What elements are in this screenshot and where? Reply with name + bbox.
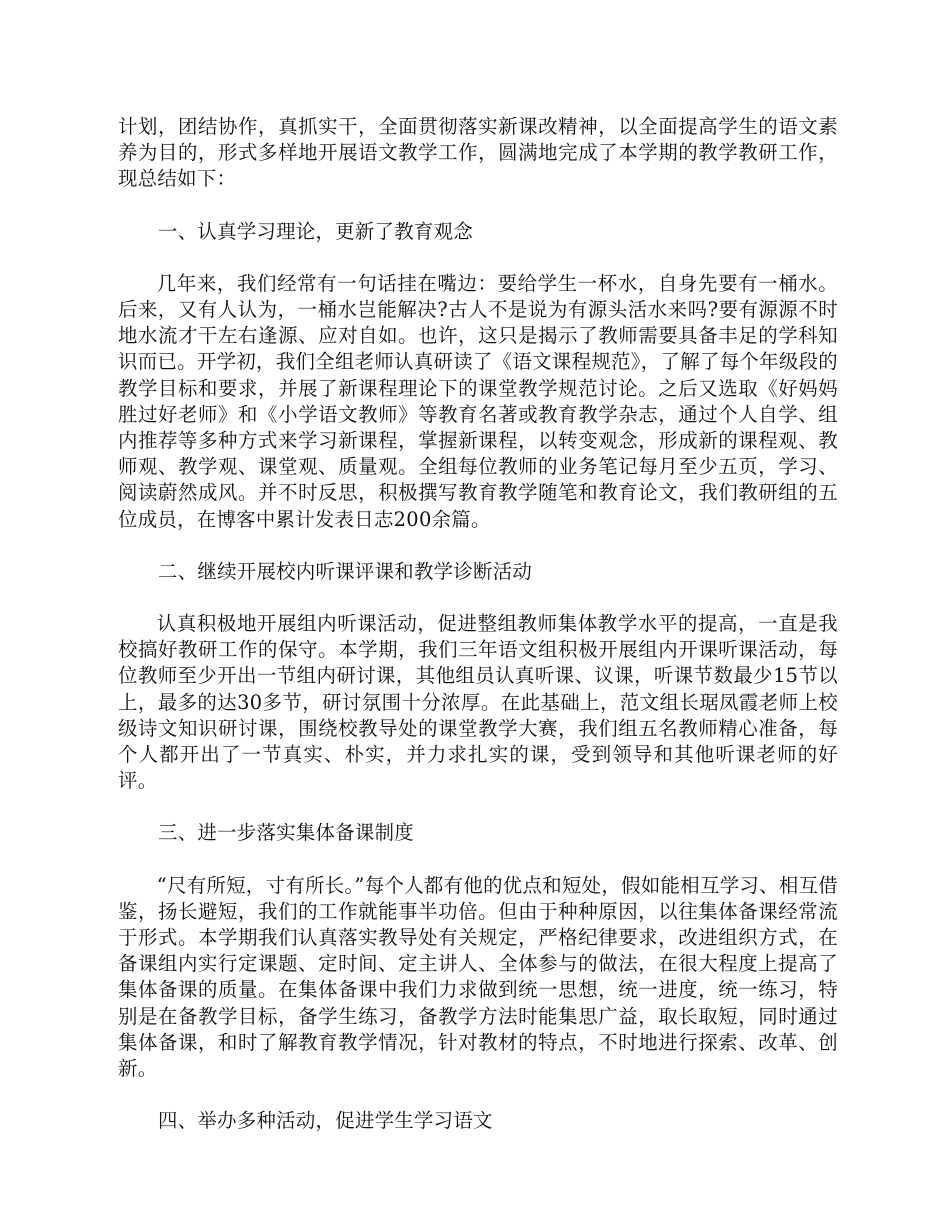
paragraph-gap xyxy=(118,533,838,559)
section-heading-4: 四、举办多种活动，促进学生学习语文 xyxy=(158,1109,493,1133)
document-body xyxy=(118,114,838,1135)
section-body-3: “尺有所短，寸有所长。”每个人都有他的优点和短处，假如能相互学习、相互借鉴，扬长避短，我们的工作就能事半功倍。但由于种种原因，以往集体备课经常流于形式。本学期我们认真落实教导处有关规定，严格纪律要求，改进组织方式，在备课组内实行定课题、定时间、定主讲人、全体参与的做法，在很大程度上提高了集体备课的质量。在集体备课中我们力求做到统一思想，统一进度，统一练习，特别是在备教学目标，备学生练习，备教学方法时能集思广益，取长取短，同时通过集体备课，和时了解教育教学情况，针对教材的特点，不时地进行探索、改革、创新。 xyxy=(118,873,838,1081)
section-body-1: 几年来，我们经常有一句话挂在嘴边：要给学生一杯水，自身先要有一桶水。后来，又有人认为，一桶水岂能解决?古人不是说为有源头活水来吗?要有源源不时地水流才干左右逢源、应对自如。也许，这只是揭示了教师需要具备丰足的学科知识而已。开学初，我们全组老师认真研读了《语文课程规范》，了解了每个年级段的教学目标和要求，并展了新课程理论下的课堂教学规范讨论。之后又选取《好妈妈胜过好老师》和《小学语文教师》等教育名著或教育教学杂志，通过个人自学、组内推荐等多种方式来学习新课程，掌握新课程，以转变观念，形成新的课程观、教师观、教学观、课堂观、质量观。全组每位教师的业务笔记每月至少五页，学习、阅读蔚然成风。并不时反思，积极撰写教育教学随笔和教育论文，我们教研组的五位成员，在博客中累计发表日志200余篇。 xyxy=(118,271,838,531)
paragraph-gap xyxy=(118,847,838,873)
section-body-2: 认真积极地开展组内听课活动，促进整组教师集体教学水平的提高，一直是我校搞好教研工作的保守。本学期，我们三年语文组积极开展组内开课听课活动，每位教师至少开出一节组内研讨课，其他组员认真听课、议课，听课节数最少15节以上，最多的达30多节，研讨氛围十分浓厚。在此基础上，范文组长琚凤霞老师上校级诗文知识研讨课，围绕校教导处的课堂教学大赛，我们组五名教师精心准备，每个人都开出了一节真实、朴实，并力求扎实的课，受到领导和其他听课老师的好评。 xyxy=(118,612,838,793)
paragraph-gap xyxy=(118,585,838,611)
section-heading-2: 二、继续开展校内听课评课和教学诊断活动 xyxy=(158,559,533,583)
paragraph-gap xyxy=(118,794,838,820)
intro-paragraph: 计划，团结协作，真抓实干，全面贯彻落实新课改精神，以全面提高学生的语文素养为目的，形式多样地开展语文教学工作，圆满地完成了本学期的教学教研工作，现总结如下： xyxy=(118,115,838,191)
paragraph-gap xyxy=(118,193,838,219)
section-heading-1: 一、认真学习理论，更新了教育观念 xyxy=(158,219,474,243)
paragraph-gap xyxy=(118,1082,838,1108)
section-heading-3: 三、进一步落实集体备课制度 xyxy=(158,821,414,845)
paragraph-gap xyxy=(118,245,838,271)
